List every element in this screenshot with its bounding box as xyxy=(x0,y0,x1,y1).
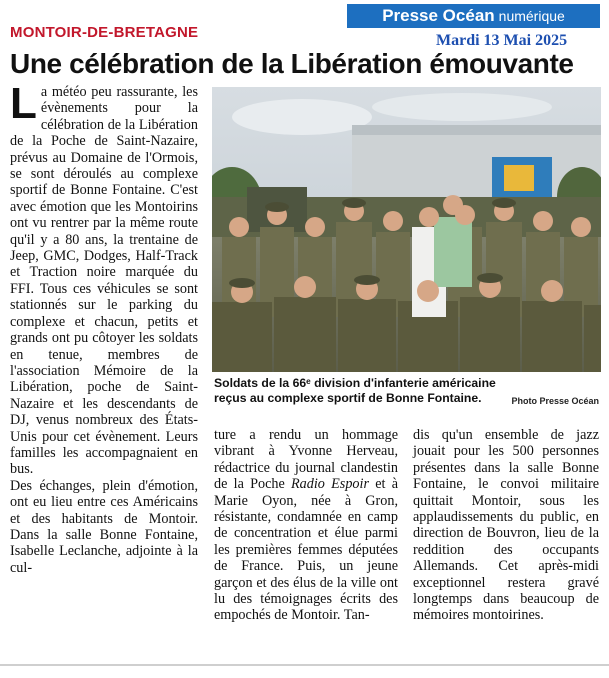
article-paragraph-1: La météo peu rassurante, les évènements pour la célébration de la Libération de la Poche de Saint-Nazaire, prévus au Domaine de l'Ormois, se sont déroulés au complexe sportif de Bonne Fontaine. C'est avec émotion que les Montoirins ont vu rentrer par la même route qu'il y a 80 ans, la trentaine de Jeep, GMC, Dodges, Half-Track et Traction noire marquée du FFI. Tous ces véhicules se sont stationnés sur le parking du complexe et chacun, petits et grands ont pu côtoyer les soldats en tenue, membres de l'association Mémoire de la Libération, poche de Saint-Nazaire et les descendants de DJ, venus nombreux des États-Unis pour cet évènement. Leurs familles les accompagnaient en bus. xyxy=(10,84,198,478)
article-paragraph-4: dis qu'un ensemble de jazz jouait pour les 500 personnes présentes dans la salle Bonne Fontaine, le convoi militaire quittait Montoir, sous les applaudissements du public, en direction de Bouvron, lieu de la reddition des occupants Allemands. Cet après-midi exceptionnel restera gravé longtemps dans beaucoup de mémoires montoirines. xyxy=(413,427,599,624)
brand-main: Presse Océan xyxy=(382,6,495,25)
bottom-divider xyxy=(0,664,609,666)
article-column-2 xyxy=(214,427,398,624)
article-paragraph-3: ture a rendu un hommage vibrant à Yvonne Herveau, rédactrice du journal clandestin de la Poche Radio Espoir et à Marie Oyon, née à Gron, résistante, condamnée en camp de concentration et élue parmi les premières femmes députées de France. Puis, un jeune garçon et des élus de la ville ont lu des témoignages écrits des empochés de Montoir. Tan- xyxy=(214,427,398,624)
photo-caption: Soldats de la 66ᵉ division d'infanterie américaine reçus au complexe sportif de Bonne Fontaine. xyxy=(214,376,496,405)
article-column-1 xyxy=(10,84,198,658)
article-paragraph-2: Des échanges, plein d'émotion, ont eu lieu entre ces Américains et des habitants de Montoir. Dans la salle Bonne Fontaine, Isabelle Leclanche, adjointe à la cul- xyxy=(10,477,198,576)
article-photo xyxy=(212,87,601,372)
section-kicker: MONTOIR-DE-BRETAGNE xyxy=(10,24,199,41)
article-column-3 xyxy=(413,427,599,624)
newspaper-logo xyxy=(347,4,600,28)
article-headline: Une célébration de la Libération émouvante xyxy=(10,48,574,79)
soldiers-group-photo xyxy=(212,87,601,372)
brand-sub: numérique xyxy=(498,8,565,24)
photo-credit: Photo Presse Océan xyxy=(511,396,599,406)
publication-date: Mardi 13 Mai 2025 xyxy=(436,32,568,49)
newspaper-title: Radio Espoir xyxy=(291,476,369,493)
drop-cap: L xyxy=(10,84,37,128)
